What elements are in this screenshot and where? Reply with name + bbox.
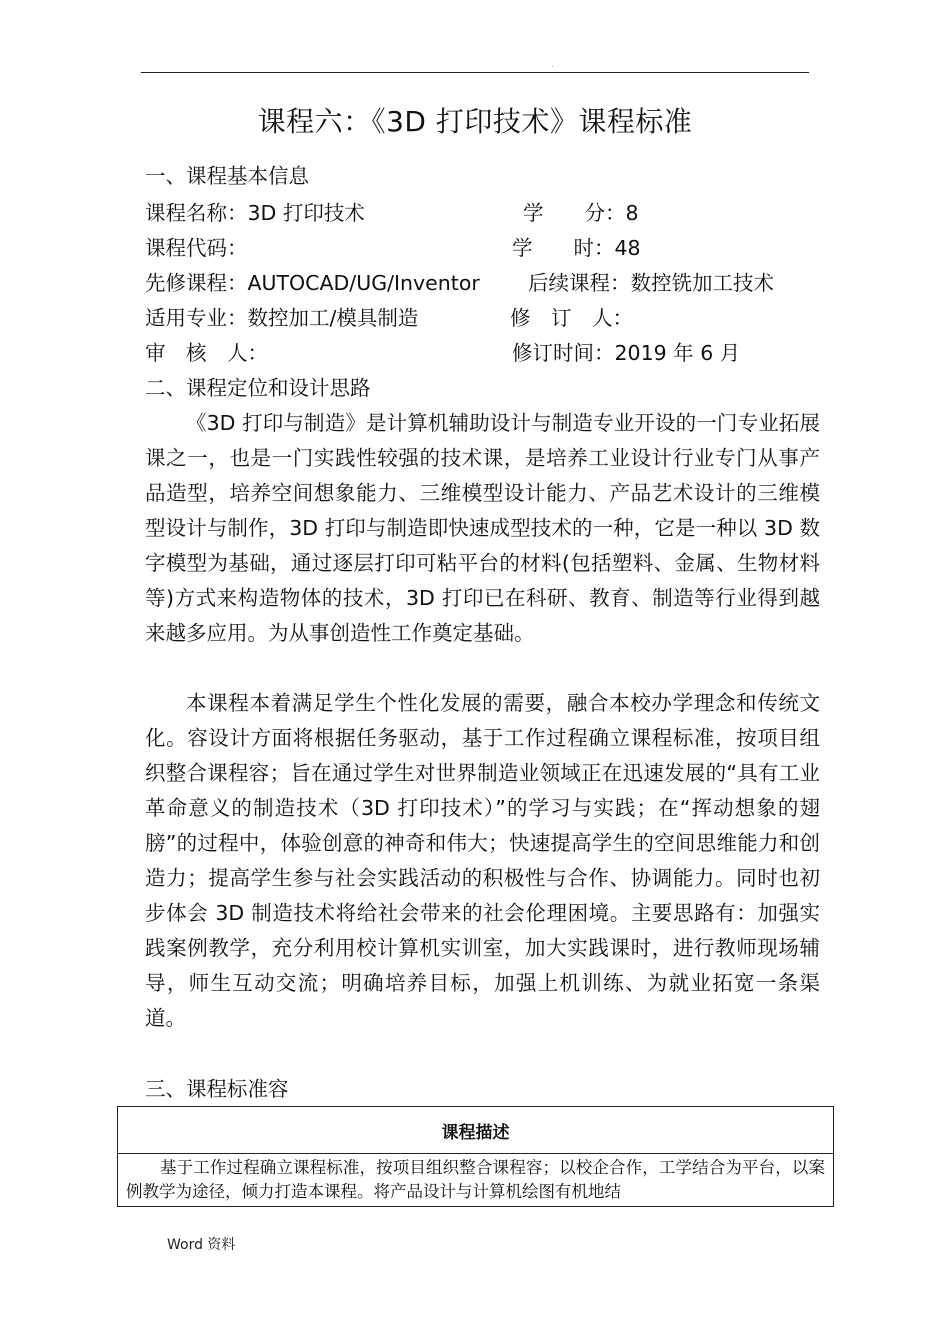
info-credits: 学 分：8: [523, 201, 639, 225]
info-course-name: 课程名称：3D 打印技术: [145, 201, 365, 225]
info-followup: 后续课程：数控铣加工技术: [528, 271, 774, 295]
info-major: 适用专业：数控加工/模具制造: [145, 306, 419, 330]
page-title: 课程六：《3D 打印技术》课程标准: [257, 105, 693, 138]
info-prerequisite: 先修课程：AUTOCAD/UG/Inventor: [145, 271, 480, 295]
design-paragraph: 本课程本着满足学生个性化发展的需要，融合本校办学理念和传统文化。容设计方面将根据任务驱动，基于工作过程确立课程标准，按项目组织整合课程容；旨在通过学生对世界制造业领域正在迅速发展的“具有工业革命意义的制造技术（3D 打印技术）”的学习与实践；在“挥动想象的翅膀”的过程中，体验创意的神奇和伟大；快速提高学生的空间思维能力和创造力；提高学生参与社会实践活动的积极性与合作、协调能力。同时也初步体会 3D 制造技术将给社会带来的社会伦理困境。主要思路有：加强实践案例教学，充分利用校计算机实训室，加大实践课时，进行教师现场辅导，师生互动交流；明确培养目标，加强上机训练、为就业拓宽一条渠道。: [145, 691, 820, 1030]
info-course-code: 课程代码：: [145, 236, 248, 260]
course-description-cell: 基于工作过程确立课程标准，按项目组织整合课程容；以校企合作，工学结合为平台，以案例教学为途径，倾力打造本课程。将产品设计与计算机绘图有机地结: [118, 1154, 834, 1207]
section2-heading: 二、课程定位和设计思路: [145, 376, 371, 400]
info-reviewer: 审 核 人：: [145, 341, 268, 365]
info-reviser: 修 订 人：: [510, 306, 633, 330]
info-revision-date: 修订时间：2019 年 6 月: [512, 341, 741, 365]
section3-heading: 三、课程标准容: [145, 1077, 289, 1101]
footer-label: Word 资料: [167, 1237, 236, 1253]
header-rule: [141, 72, 809, 73]
course-standard-table: [117, 1106, 834, 1207]
header-mark: .: [551, 60, 554, 69]
table-header-cell: 课程描述: [118, 1107, 834, 1154]
positioning-paragraph: 《3D 打印与制造》是计算机辅助设计与制造专业开设的一门专业拓展课之一，也是一门实践性较强的技术课，是培养工业设计行业专门从事产品造型，培养空间想象能力、三维模型设计能力、产品艺术设计的三维模型设计与制作，3D 打印与制造即快速成型技术的一种，它是一种以 3D 数字模型为基础，通过逐层打印可粘平台的材料(包括塑料、金属、生物材料等)方式来构造物体的技术，3D 打印已在科研、教育、制造等行业得到越来越多应用。为从事创造性工作奠定基础。: [145, 411, 820, 645]
section1-heading: 一、课程基本信息: [145, 164, 309, 188]
info-hours: 学 时：48: [512, 236, 641, 260]
